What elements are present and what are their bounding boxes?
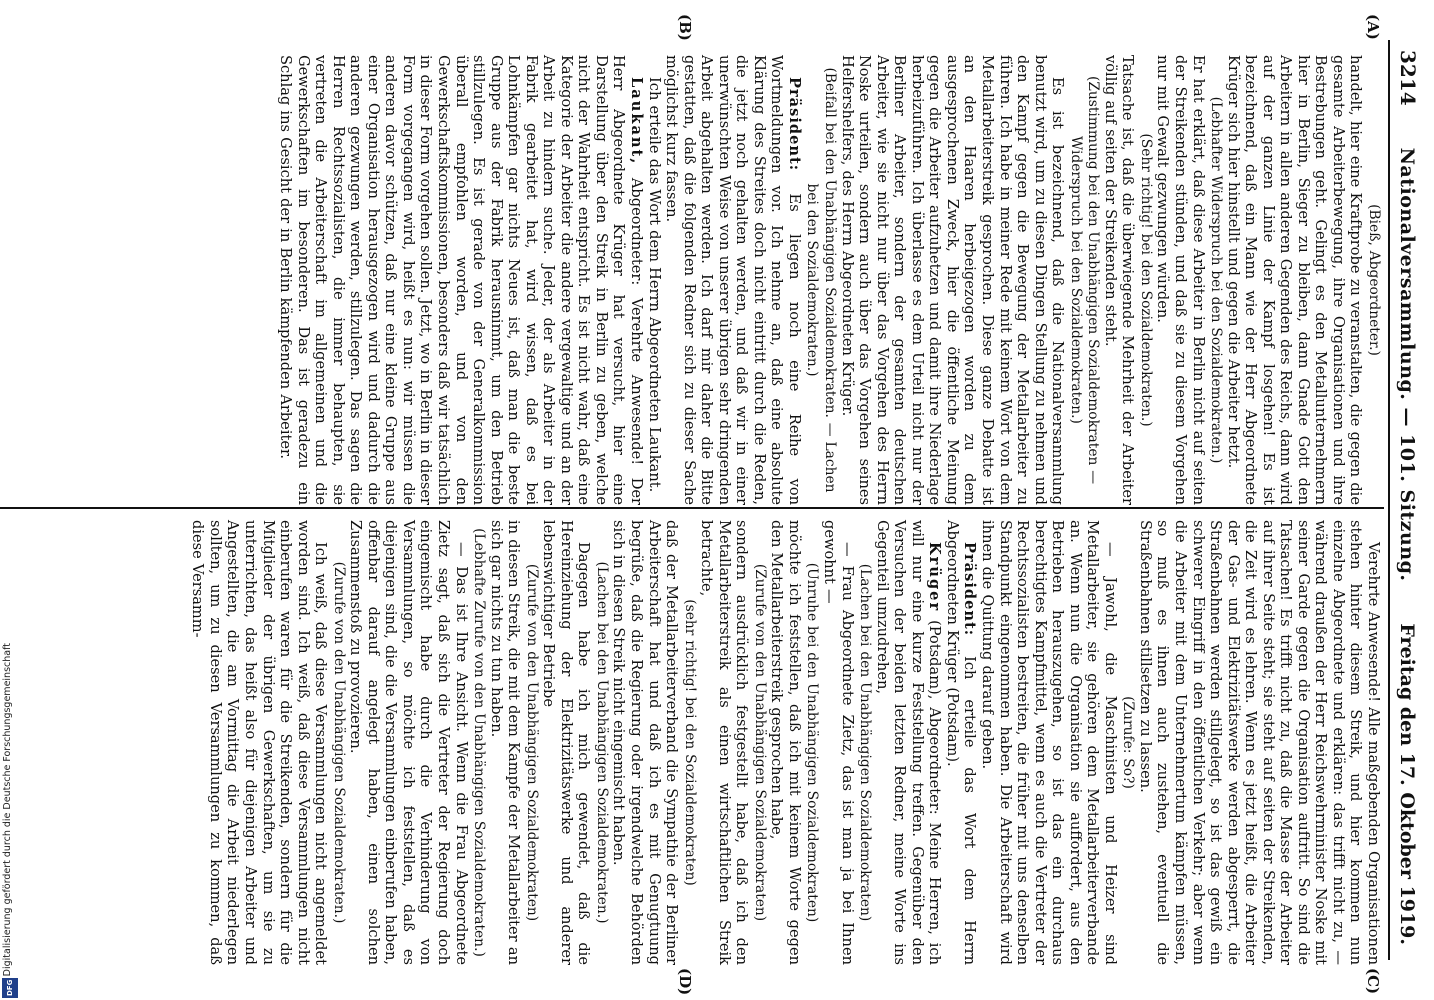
paragraph: Es liegen noch eine Reihe von Wortmeldungen vor. Ich nehme an, daß eine absolute Klärung des Streites doch nicht eintritt durch die Reden, die jetzt noch gehalten werden, und daß wir in einer unerwünschten Weise von unserer übrigen sehr dringenden Arbeit abgehalten werden. Ich darf mir daher die Bitte gestatten, daß die folgenden Redner sich zu dieser Sache möglichst kurz fassen. bbox=[663, 55, 803, 506]
column-divider bbox=[0, 507, 1384, 509]
right-column bbox=[189, 520, 1382, 965]
paragraph: sondern ausdrücklich festgestellt habe, daß ich den Metallarbeiterstreik als einen wirtschaftlichen Streik betrachte, bbox=[698, 520, 751, 965]
header-rule bbox=[1388, 40, 1390, 960]
speaker-continuation: (Bieß, Abgeordneter.) bbox=[1366, 204, 1382, 356]
paragraph: Dagegen habe ich mich gewendet, daß die Hereinziehung der Elektrizitätswerke und anderer lebenswichtiger Betriebe bbox=[540, 520, 593, 965]
speaker-name: Laukant, bbox=[628, 77, 646, 166]
paragraph: — Jawohl, die Maschinisten und Heizer sind Metallarbeiter, sie gehören dem Metallarbeiterverbande an. Wenn nun die Organisation sie auffordert, aus den Betrieben herauszugehen, so ist das ein durchaus berechtigtes Kampfmittel, wenn es auch die Vertreter der Rechtssozialisten bestreiten, die früher mit uns denselben Standpunkt eingenommen haben. Die Arbeiterschaft wird ihnen die Quittung darauf geben. bbox=[978, 520, 1119, 965]
paragraph: Ich erteile das Wort dem Herrn Abgeordneten Laukant. bbox=[645, 77, 663, 493]
interjection: (Zurufe von den Unabhängigen Sozialdemokraten) bbox=[523, 563, 540, 922]
digitization-footer bbox=[0, 545, 22, 1000]
paragraph: möchte ich feststellen, daß ich mit keinem Worte gegen den Metallarbeiterstreik gesprochen habe, bbox=[768, 520, 803, 965]
paragraph: — Das ist Ihre Ansicht. Wenn die Frau Abgeordnete Zietz sagt, daß sich die Vertreter der Regierung doch eingemischt habe durch die Verhinderung von Versammlungen, so möchte ich feststellen, daß es diejenigen sind, die die Versammlungen einberufen haben, offenbar darauf angelegt haben, einen solchen Zusammenstoß zu provozieren. bbox=[347, 520, 470, 965]
paragraph: Ich weiß, daß diese Versammlungen nicht angemeldet worden sind. Ich weiß, daß diese Versammlungen nicht einberufen waren für die Streikenden, sondern für die Mitglieder der übrigen Gewerkschaften, um sie zu unterrichten, das heißt also für diejenigen Arbeiter und Angestellten, die am Vormittag die Arbeit niederlegen sollten, um zu diesen Versammlungen zu kommen, daß diese Versamm- bbox=[189, 520, 330, 965]
margin-mark-a: (A) bbox=[1364, 14, 1382, 40]
paragraph: Tatsache ist, daß die überwiegende Mehrheit der Arbeiter völlig auf seiten der Streikenden steht. bbox=[1101, 55, 1137, 505]
interjection: (sehr richtig! bei den Sozialdemokraten) bbox=[681, 599, 698, 886]
speaker-name: Krüger bbox=[926, 542, 944, 613]
paragraph: Er hat erklärt, daß diese Arbeiter in Berlin nicht auf seiten der Streikenden stünden, und daß sie zu diesem Vorgehen nur mit Gewalt gezwungen würden. bbox=[1154, 55, 1207, 505]
interjection: (Lachen bei den Unabhängigen Sozialdemokraten.) bbox=[593, 561, 610, 924]
session-title: Nationalversammlung. — 101. Sitzung. bbox=[1396, 147, 1418, 582]
page-number: 3214 bbox=[1396, 50, 1420, 106]
paragraph: Ich erteile das Wort dem Herrn Abgeordneten Krüger (Potsdam). bbox=[943, 520, 979, 965]
speaker-name: Präsident: bbox=[961, 542, 979, 637]
interjection: (Lebhafte Zurufe von den Unabhängigen Sozialdemokraten.) bbox=[471, 528, 488, 957]
interjection: (Zurufe: So?) bbox=[1120, 696, 1137, 789]
interjection: (Beifall bei den Unabhängigen Sozialdemokraten. — Lachen bei den Sozialdemokraten.) bbox=[804, 67, 839, 493]
margin-mark-b: (B) bbox=[676, 14, 694, 41]
interjection: (Zurufe von den Unabhängigen Sozialdemokraten) bbox=[751, 563, 768, 922]
page-header bbox=[1396, 50, 1434, 945]
session-date: Freitag den 17. Oktober 1919. bbox=[1396, 623, 1418, 945]
funding-credit: Digitalisierung gefördert durch die Deutsche Forschungsgemeinschaft bbox=[2, 642, 13, 976]
speaker-name: Präsident: bbox=[785, 77, 803, 172]
interjection: (Lachen bei den Unabhängigen Sozialdemokraten) bbox=[857, 563, 874, 922]
left-column bbox=[277, 55, 1382, 505]
dfg-logo: DFG bbox=[2, 978, 18, 998]
margin-mark-c: (C) bbox=[1364, 968, 1382, 995]
paragraph: (Potsdam), Abgeordneter: Meine Herren, ich will nur eine kurze Feststellung treffen. Gegenüber den Versuchen der beiden letzten Redner, meine Worte ins Gegenteil umzudrehen, bbox=[873, 520, 944, 965]
interjection: (Zurufe von den Unabhängigen Sozialdemokraten.) bbox=[330, 561, 347, 924]
paragraph: Es ist bezeichnend, daß die Nationalversammlung benutzt wird, um zu diesen Dingen Stellung zu nehmen und den Kampf gegen die Bewegung der Metallarbeiter zu führen. Ich habe in meiner Rede mit keinem Wort von dem Metallarbeiterstreik gesprochen. Diese ganze Debatte ist an den Haaren herbeigezogen worden zu dem ausgesprochenen Zweck, hier die öffentliche Meinung gegen die Arbeiter aufzuhetzen und damit ihre Niederlage herbeizuführen. Ich überlasse es dem Urteil nicht nur der Berliner Arbeiter, sondern der gesamten deutschen Arbeiter, wie sie nicht nur über das Vorgehen des Herrn Noske urteilen, sondern auch über das Vorgehen seines Helfershelfers, des Herrn Abgeordneten Krüger. bbox=[838, 55, 1067, 505]
paragraph: — Frau Abgeordnete Zietz, das ist man ja bei Ihnen gewohnt — bbox=[821, 520, 856, 965]
paragraph: in diesen Streik, die mit dem Kampfe der Metallarbeiter an sich gar nichts zu tun haben. bbox=[487, 520, 523, 965]
interjection: (Unruhe bei den Unabhängigen Sozialdemokraten) bbox=[804, 562, 821, 923]
paragraph: daß der Metallarbeiterverband die Sympathie der Berliner Arbeiterschaft hat und daß ich es mit Genugtuung begrüße, daß die Regierung oder irgendwelche Behörden sich in diesen Streik nicht eingemischt haben. bbox=[610, 520, 681, 965]
paragraph: Verehrte Anwesende! Alle maßgebenden Organisationen stehen hinter diesem Streik, und hier kommen nun einzelne Abgeordnete und erklären: das trifft nicht zu, — während draußen der Herr Reichswehrminister Noske mit seiner Garde gegen die Organisation auftritt. So sind die Tatsachen! Es trifft nicht zu, daß die Masse der Arbeiter auf ihrer Seite steht; sie steht auf seiten der Streikenden, die Zeit wird es lehren. Wenn es jetzt heißt, die Arbeiter der Gas- und Elektrizitätswerke werden abgesperrt, die Straßenbahnen werden stillgelegt, so ist das gewiß ein schwerer Eingriff in den öffentlichen Verkehr; aber wenn die Arbeiter mit dem Unternehmertum kämpfen müssen, so muß es ihnen auch zustehen, eventuell die Straßenbahnen stillsetzen zu lassen. bbox=[1136, 520, 1382, 965]
margin-mark-d: (D) bbox=[676, 968, 694, 996]
interjection: (Sehr richtig! bei den Sozialdemokraten.) bbox=[1137, 133, 1154, 427]
paragraph: Abgeordneter: Verehrte Anwesende! Der Herr Abgeordnete Krüger hat versucht, hier eine Darstellung über den Streik in Berlin zu geben, welche nicht der Wahrheit entspricht. Es ist nicht wahr, daß eine Kategorie der Arbeiter die andere vergewaltige und an der Arbeit zu hindern suche. Jeder, der als Arbeiter in der Fabrik gearbeitet hat, wird wissen, daß es bei Lohnkämpfen gar nichts Neues ist, daß man die beste Gruppe aus der Fabrik herausnimmt, um den Betrieb stillzulegen. Es ist gerade von der Generalkommission überall empfohlen worden, und von den Gewerkschaftskommissionen, besonders daß wir tatsächlich in dieser Form vorgehen sollen. Jetzt, wo in Berlin in dieser Form vorgegangen wird, heißt es nun: wir müssen die anderen davor schützen, daß nur eine kleine Gruppe aus einer Organisation herausgezogen wird und dadurch die anderen gezwungen werden, stillzulegen. Das sagen die Herren Rechtssozialisten, die immer behaupten, sie vertreten die Arbeiterschaft im allgemeinen und die Gewerkschaften im besonderen. Das ist geradezu ein Schlag ins Gesicht der in Berlin kämpfenden Arbeiter. bbox=[277, 55, 646, 506]
interjection: (Lebhafter Widerspruch bei den Sozialdemokraten.) bbox=[1208, 96, 1225, 464]
paragraph: handelt, hier eine Kraftprobe zu veranstalten, die gegen die gesamte Arbeiterbewegung, ihre Organisationen und ihre Bestrebungen geht. Gelingt es den Metallunternehmern hier in Berlin, Sieger zu bleiben, dann Gnade Gott den Arbeitern in allen anderen Gegenden des Reichs, dann wird auf der ganzen Linie der Kampf losgehen! Es ist bezeichnend, daß ein Mann wie der Herr Abgeordnete Krüger sich hier hinstellt und gegen die Arbeiter hetzt. bbox=[1224, 55, 1365, 505]
interjection: (Zustimmung bei den Unabhängigen Sozialdemokraten — Widerspruch bei den Sozialdemokraten.) bbox=[1067, 75, 1102, 485]
